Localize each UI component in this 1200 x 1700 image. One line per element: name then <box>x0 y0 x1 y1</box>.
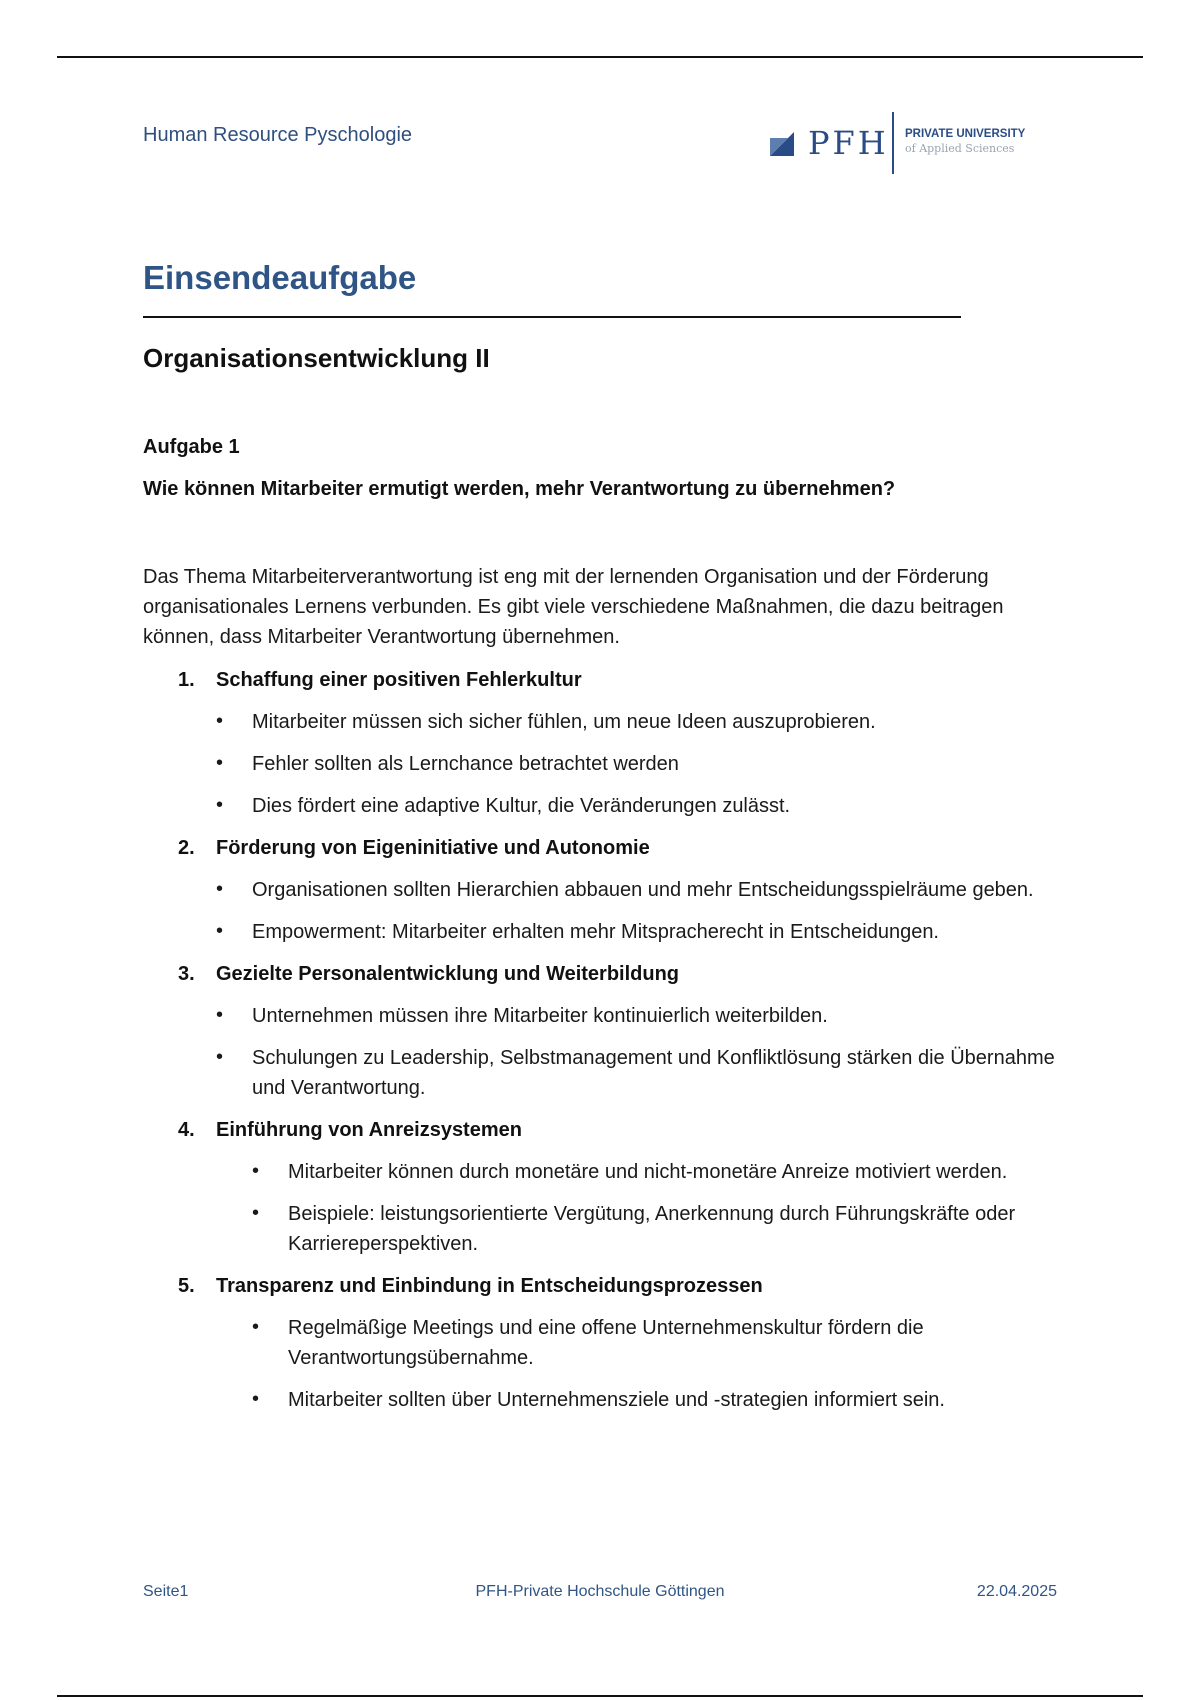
footer-page-number: Seite1 <box>143 1583 189 1600</box>
section-title: Einführung von Anreizsystemen <box>216 1119 522 1141</box>
title-rule <box>143 316 961 318</box>
logo-line-1: PRIVATE UNIVERSITY <box>905 128 1026 140</box>
list-item: • Mitarbeiter können durch monetäre und nicht-monetäre Anreize motiviert werden. <box>143 1157 1063 1187</box>
bullet-icon: • <box>252 1388 260 1410</box>
section-title: Förderung von Eigeninitiative und Autonomie <box>216 837 650 859</box>
bullet-icon: • <box>216 752 224 774</box>
pfh-logo-mark-icon <box>770 132 794 156</box>
section-number: 1. <box>178 669 195 691</box>
section-number: 4. <box>178 1119 195 1141</box>
document-title: Einsendeaufgabe <box>143 259 417 296</box>
intro-paragraph: Das Thema Mitarbeiterverantwortung ist eng mit der lernenden Organisation und der Förderung organisationales Lernens verbunden. Es gibt viele verschiedene Maßnahmen, die dazu beitragen können, dass Mitarbeiter Verantwortung übernehmen. <box>143 566 1004 648</box>
measures-list <box>143 665 1063 1427</box>
section-title: Gezielte Personalentwicklung und Weiterbildung <box>216 963 680 985</box>
section-number: 2. <box>178 837 195 859</box>
logo-divider <box>892 112 894 174</box>
section-1 <box>143 665 1063 821</box>
task-label: Aufgabe 1 <box>143 436 240 458</box>
section-5 <box>143 1271 1063 1415</box>
bullet-icon: • <box>252 1316 260 1338</box>
bullet-icon: • <box>216 1004 224 1026</box>
section-number: 5. <box>178 1275 195 1297</box>
section-3 <box>143 959 1063 1103</box>
section-4 <box>143 1115 1063 1259</box>
list-item: • Organisationen sollten Hierarchien abbauen und mehr Entscheidungsspielräume geben. <box>143 875 1063 905</box>
bottom-rule <box>57 1695 1143 1697</box>
logo-line-2: of Applied Sciences <box>905 142 1015 155</box>
bullet-icon: • <box>216 920 224 942</box>
list-item: • Regelmäßige Meetings und eine offene Unternehmenskultur fördern die Verantwortungsübernahme. <box>143 1313 1063 1373</box>
list-item: • Mitarbeiter sollten über Unternehmensziele und -strategien informiert sein. <box>143 1385 1063 1415</box>
list-item: • Mitarbeiter müssen sich sicher fühlen, um neue Ideen auszuprobieren. <box>143 707 1063 737</box>
bullet-icon: • <box>216 878 224 900</box>
section-title: Schaffung einer positiven Fehlerkultur <box>216 669 582 691</box>
section-number: 3. <box>178 963 195 985</box>
section-2 <box>143 833 1063 947</box>
course-name: Human Resource Pyschologie <box>143 124 413 146</box>
pfh-logo <box>768 112 1038 174</box>
bullet-icon: • <box>216 710 224 732</box>
task-question: Wie können Mitarbeiter ermutigt werden, mehr Verantwortung zu übernehmen? <box>143 478 896 500</box>
section-title: Transparenz und Einbindung in Entscheidungsprozessen <box>216 1275 763 1297</box>
logo-text: PFH <box>808 124 889 162</box>
bullet-icon: • <box>216 1046 224 1068</box>
list-item: • Empowerment: Mitarbeiter erhalten mehr Mitspracherecht in Entscheidungen. <box>143 917 1063 947</box>
list-item: • Unternehmen müssen ihre Mitarbeiter kontinuierlich weiterbilden. <box>143 1001 1063 1031</box>
document-subtitle: Organisationsentwicklung II <box>143 343 490 373</box>
bullet-icon: • <box>216 794 224 816</box>
list-item: • Schulungen zu Leadership, Selbstmanagement und Konfliktlösung stärken die Übernahme und Verantwortung. <box>143 1043 1063 1103</box>
footer-institution: PFH-Private Hochschule Göttingen <box>475 1583 725 1600</box>
list-item: • Fehler sollten als Lernchance betrachtet werden <box>143 749 1063 779</box>
bullet-icon: • <box>252 1202 260 1224</box>
list-item: • Dies fördert eine adaptive Kultur, die Veränderungen zulässt. <box>143 791 1063 821</box>
bullet-icon: • <box>252 1160 260 1182</box>
list-item: • Beispiele: leistungsorientierte Vergütung, Anerkennung durch Führungskräfte oder Karriereperspektiven. <box>143 1199 1063 1259</box>
top-rule <box>57 56 1143 58</box>
footer-date: 22.04.2025 <box>976 1583 1057 1600</box>
